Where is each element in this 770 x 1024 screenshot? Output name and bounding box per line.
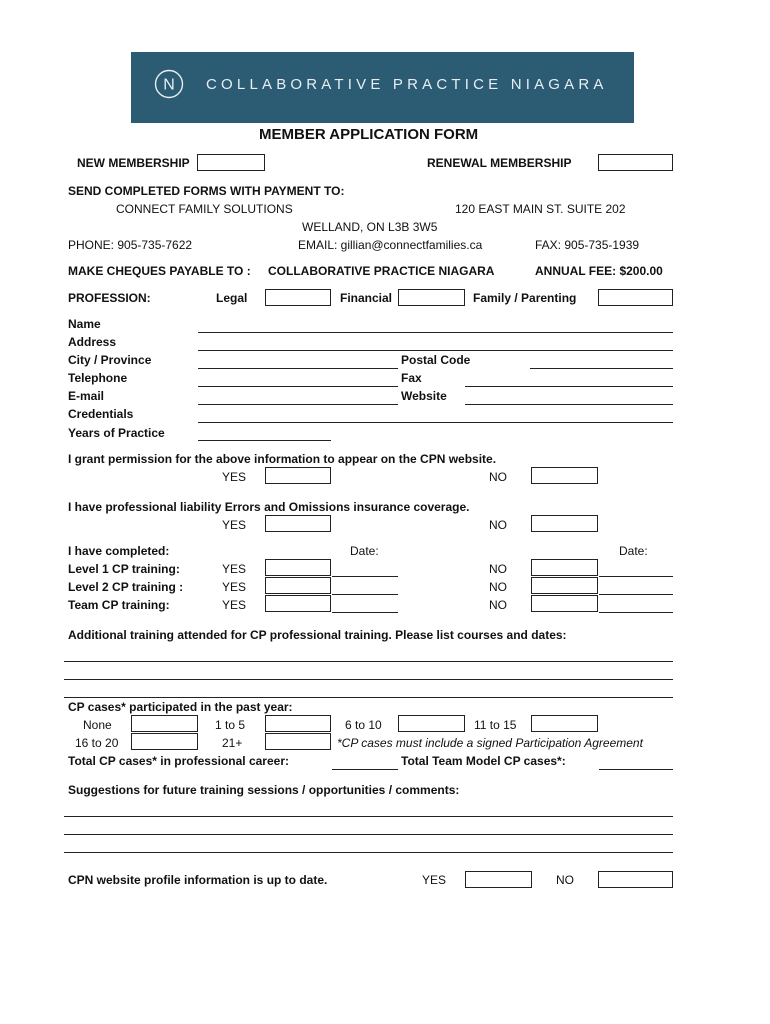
profession-financial-label: Financial <box>340 291 393 305</box>
fax-label: Fax <box>401 371 422 385</box>
level1-yes-box[interactable] <box>265 559 331 576</box>
new-membership-box[interactable] <box>197 154 265 171</box>
profession-legal-box[interactable] <box>265 289 331 306</box>
address-line[interactable] <box>198 350 673 351</box>
level2-yes-date-line[interactable] <box>332 594 398 595</box>
cases-6to10-label: 6 to 10 <box>345 718 382 732</box>
total-career-label: Total CP cases* in professional career: <box>68 754 289 768</box>
level1-no-label: NO <box>489 562 507 576</box>
telephone-label: Telephone <box>68 371 128 385</box>
cases-note: *CP cases must include a signed Participation Agreement <box>337 736 643 750</box>
level2-no-label: NO <box>489 580 507 594</box>
insurance-no-box[interactable] <box>531 515 598 532</box>
profession-label: PROFESSION: <box>68 291 151 305</box>
email-label: E-mail <box>68 389 105 403</box>
cases-1to5-label: 1 to 5 <box>215 718 246 732</box>
profile-statement: CPN website profile information is up to date. <box>68 873 328 887</box>
city-label: City / Province <box>68 353 152 367</box>
level2-yes-label: YES <box>222 580 247 594</box>
send-to-email: EMAIL: gillian@connectfamilies.ca <box>298 238 483 252</box>
cases-none-box[interactable] <box>131 715 198 732</box>
profile-yes-box[interactable] <box>465 871 532 888</box>
send-to-city: WELLAND, ON L3B 3W5 <box>302 220 438 234</box>
cases-21plus-label: 21+ <box>222 736 243 750</box>
training-date-left: Date: <box>350 544 379 558</box>
send-to-phone: PHONE: 905-735-7622 <box>68 238 193 252</box>
level1-yes-label: YES <box>222 562 247 576</box>
years-line[interactable] <box>198 440 331 441</box>
cases-16to20-box[interactable] <box>131 733 198 750</box>
permission-no-box[interactable] <box>531 467 598 484</box>
name-line[interactable] <box>198 332 673 333</box>
suggestions-line-1[interactable] <box>64 816 673 817</box>
training-date-right: Date: <box>619 544 648 558</box>
total-career-line[interactable] <box>332 769 398 770</box>
years-label: Years of Practice <box>68 426 165 440</box>
address-label: Address <box>68 335 117 349</box>
suggestions-label: Suggestions for future training sessions / opportunities / comments: <box>68 783 460 797</box>
level2-label: Level 2 CP training : <box>68 580 184 594</box>
credentials-label: Credentials <box>68 407 134 421</box>
profile-yes-label: YES <box>422 873 447 887</box>
website-label: Website <box>401 389 447 403</box>
additional-line-3[interactable] <box>64 697 673 698</box>
additional-line-2[interactable] <box>64 679 673 680</box>
additional-line-1[interactable] <box>64 661 673 662</box>
level1-no-date-line[interactable] <box>599 576 673 577</box>
permission-yes-label: YES <box>222 470 247 484</box>
postal-label: Postal Code <box>401 353 471 367</box>
cases-16to20-label: 16 to 20 <box>75 736 119 750</box>
payee-name: COLLABORATIVE PRACTICE NIAGARA <box>268 264 495 278</box>
permission-no-label: NO <box>489 470 507 484</box>
team-yes-box[interactable] <box>265 595 331 612</box>
profession-family-box[interactable] <box>598 289 673 306</box>
send-to-street: 120 EAST MAIN ST. SUITE 202 <box>455 202 626 216</box>
suggestions-line-3[interactable] <box>64 852 673 853</box>
level2-no-box[interactable] <box>531 577 598 594</box>
team-no-date-line[interactable] <box>599 612 673 613</box>
insurance-no-label: NO <box>489 518 507 532</box>
name-label: Name <box>68 317 101 331</box>
insurance-yes-box[interactable] <box>265 515 331 532</box>
email-line[interactable] <box>198 404 398 405</box>
profile-no-label: NO <box>556 873 574 887</box>
form-title: MEMBER APPLICATION FORM <box>259 126 479 143</box>
level1-yes-date-line[interactable] <box>332 576 398 577</box>
level2-no-date-line[interactable] <box>599 594 673 595</box>
level1-no-box[interactable] <box>531 559 598 576</box>
team-yes-label: YES <box>222 598 247 612</box>
suggestions-line-2[interactable] <box>64 834 673 835</box>
credentials-line[interactable] <box>198 422 673 423</box>
svg-text:N: N <box>163 76 175 94</box>
permission-statement: I grant permission for the above information to appear on the CPN website. <box>68 452 497 466</box>
cheques-label: MAKE CHEQUES PAYABLE TO : <box>68 264 251 278</box>
city-line[interactable] <box>198 368 398 369</box>
fax-line[interactable] <box>465 386 673 387</box>
annual-fee: ANNUAL FEE: $200.00 <box>535 264 663 278</box>
team-yes-date-line[interactable] <box>332 612 398 613</box>
cases-none-label: None <box>83 718 112 732</box>
logo-icon <box>154 69 184 99</box>
send-to-org: CONNECT FAMILY SOLUTIONS <box>116 202 293 216</box>
total-team-line[interactable] <box>599 769 673 770</box>
send-to-fax: FAX: 905-735-1939 <box>535 238 640 252</box>
team-label: Team CP training: <box>68 598 170 612</box>
renewal-membership-box[interactable] <box>598 154 673 171</box>
level1-label: Level 1 CP training: <box>68 562 180 576</box>
permission-yes-box[interactable] <box>265 467 331 484</box>
insurance-statement: I have professional liability Errors and Omissions insurance coverage. <box>68 500 470 514</box>
profession-family-label: Family / Parenting <box>473 291 577 305</box>
new-membership-label: NEW MEMBERSHIP <box>77 156 190 170</box>
cases-1to5-box[interactable] <box>265 715 331 732</box>
website-line[interactable] <box>465 404 673 405</box>
team-no-label: NO <box>489 598 507 612</box>
additional-training-label: Additional training attended for CP professional training. Please list courses and dates: <box>68 628 567 642</box>
brand-name: COLLABORATIVE PRACTICE NIAGARA <box>206 76 608 93</box>
training-heading: I have completed: <box>68 544 170 558</box>
telephone-line[interactable] <box>198 386 398 387</box>
team-no-box[interactable] <box>531 595 598 612</box>
cases-heading: CP cases* participated in the past year: <box>68 700 293 714</box>
level2-yes-box[interactable] <box>265 577 331 594</box>
renewal-membership-label: RENEWAL MEMBERSHIP <box>427 156 572 170</box>
postal-line[interactable] <box>530 368 673 369</box>
profession-financial-box[interactable] <box>398 289 465 306</box>
cases-6to10-box[interactable] <box>398 715 465 732</box>
insurance-yes-label: YES <box>222 518 247 532</box>
cases-11to15-label: 11 to 15 <box>474 718 517 732</box>
profession-legal-label: Legal <box>216 291 248 305</box>
total-team-label: Total Team Model CP cases*: <box>401 754 566 768</box>
cases-11to15-box[interactable] <box>531 715 598 732</box>
profile-no-box[interactable] <box>598 871 673 888</box>
send-to-heading: SEND COMPLETED FORMS WITH PAYMENT TO: <box>68 184 345 198</box>
cases-21plus-box[interactable] <box>265 733 331 750</box>
